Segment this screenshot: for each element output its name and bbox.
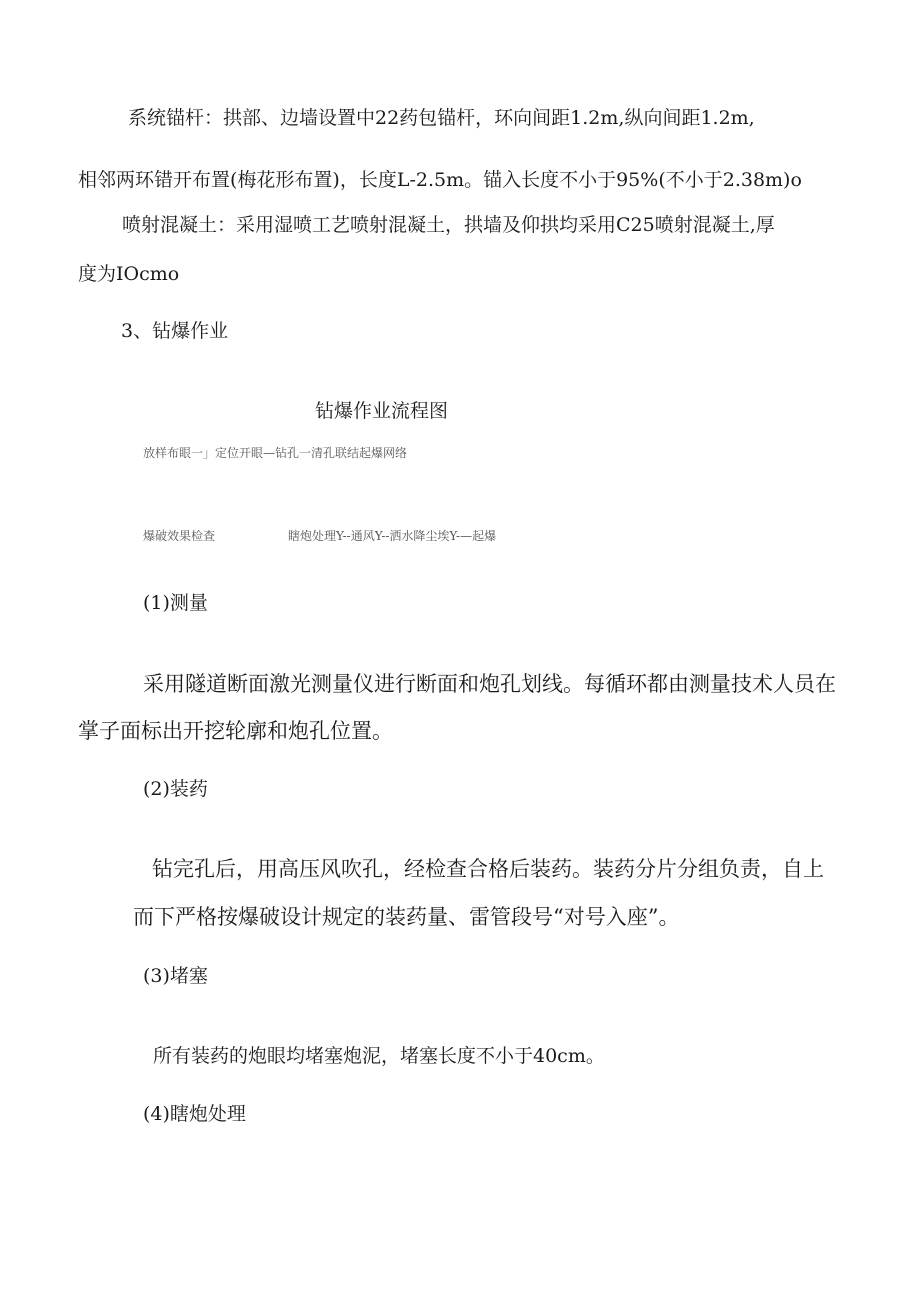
stemming-text-line-1: 所有装药的炮眼均堵塞炮泥，堵塞长度不小于40cm。 — [153, 1045, 605, 1067]
anchor-paragraph-line-2: 相邻两环错开布置(梅花形布置)，长度L-2.5m。锚入长度不小于95%(不小于2.38m)o — [78, 169, 802, 191]
item-heading-stemming: (3)堵塞 — [143, 965, 208, 987]
item-heading-survey: (1)测量 — [143, 592, 208, 614]
item-heading-misfire: (4)瞎炮处理 — [143, 1103, 246, 1125]
charging-text-line-1: 钻完孔后，用高压风吹孔，经检查合格后装药。装药分片分组负责，自上 — [152, 857, 824, 881]
shotcrete-paragraph-line-1: 喷射混凝土：采用湿喷工艺喷射混凝土，拱墙及仰拱均采用C25喷射混凝土,厚 — [122, 214, 775, 236]
flowchart-row-2-right: 瞎炮处理Y--通风Y--洒水降尘埃Y-—起爆 — [288, 529, 497, 543]
charging-text-line-2: 而下严格按爆破设计规定的装药量、雷管段号“对号入座”。 — [133, 905, 680, 929]
item-heading-charging: (2)装药 — [143, 778, 208, 800]
flowchart-title: 钻爆作业流程图 — [315, 400, 449, 422]
section-title: 3、钻爆作业 — [121, 320, 229, 342]
survey-text-line-1: 采用隧道断面激光测量仪进行断面和炮孔划线。每循环都由测量技术人员在 — [143, 672, 836, 696]
survey-text-line-2: 掌子面标出开挖轮廓和炮孔位置。 — [78, 719, 393, 743]
flowchart-row-2-left: 爆破效果检查 — [143, 529, 216, 543]
shotcrete-paragraph-line-2: 度为IOcmo — [78, 263, 180, 285]
anchor-paragraph-line-1: 系统锚杆：拱部、边墙设置中22药包锚杆，环向间距1.2m,纵向间距1.2m, — [128, 107, 755, 129]
flowchart-row-1: 放样布眼一」定位开眼—钻孔一清孔联结起爆网络 — [143, 446, 408, 460]
